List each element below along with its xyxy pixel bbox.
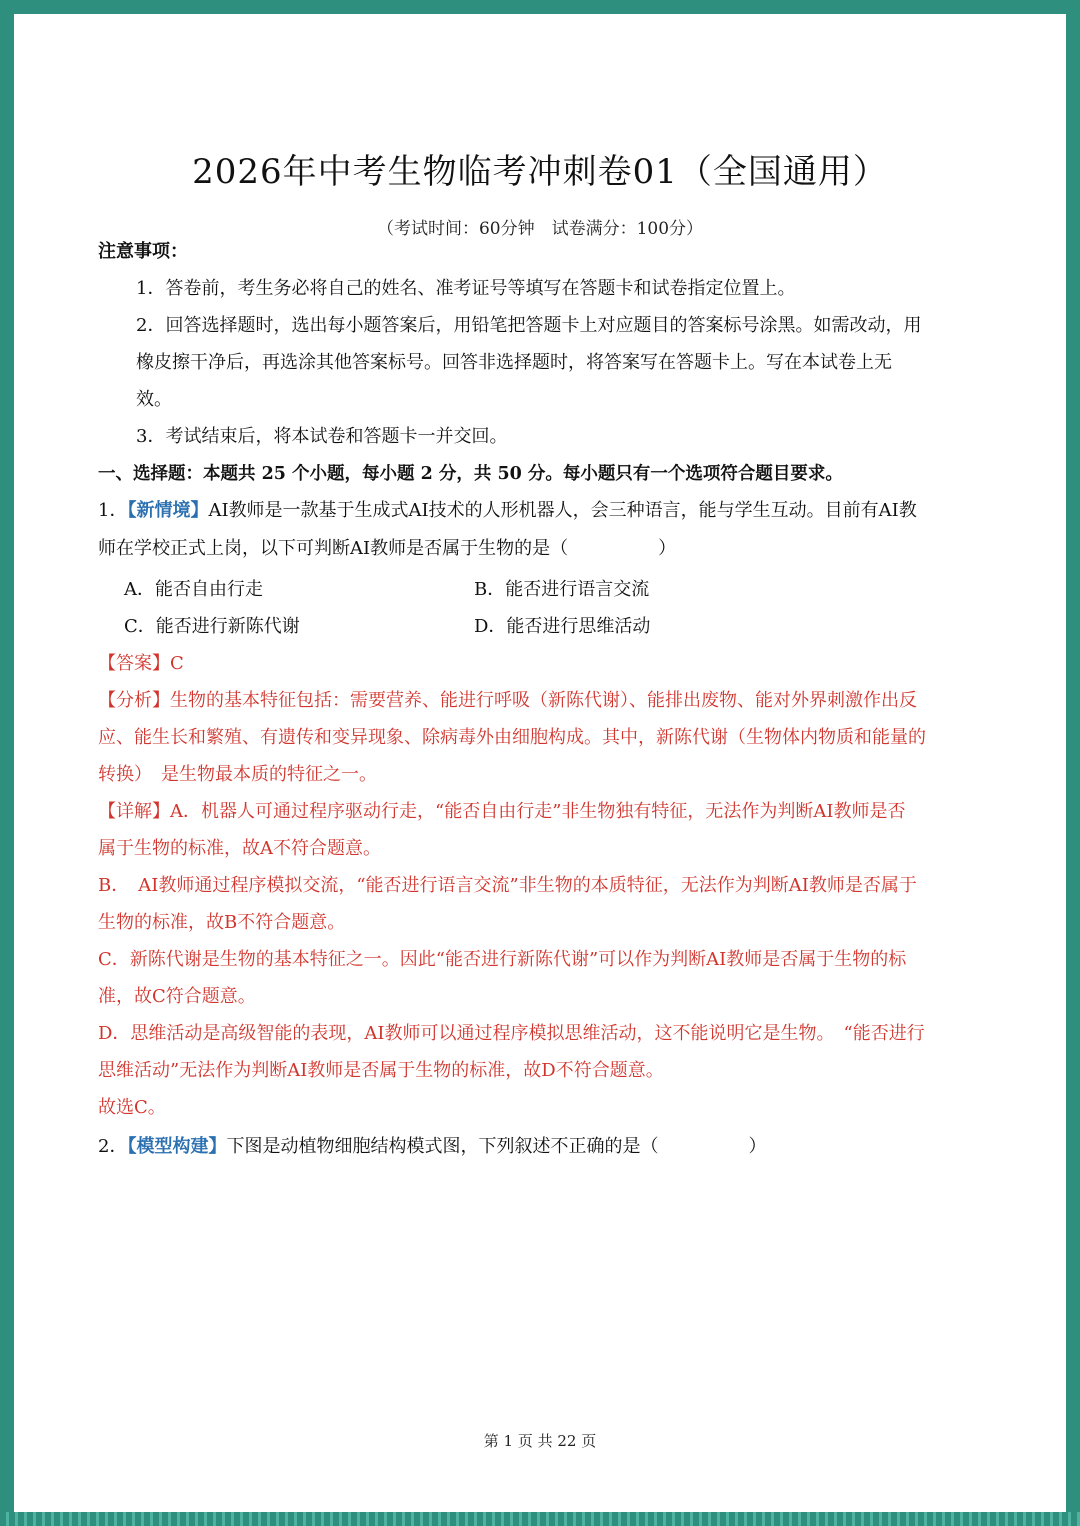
answer-tag: 【答案】 (98, 653, 170, 674)
notice-item-3: 3．考试结束后，将本试卷和答题卡一并交回。 (136, 426, 508, 447)
detail-line-1 (98, 800, 998, 824)
detail-line-4: 生物的标准，故B不符合题意。 (98, 912, 346, 933)
detail-line-7: D．思维活动是高级智能的表现，AI教师可以通过程序模拟思维活动，这不能说明它是生物。 “能否进行 (98, 1023, 925, 1044)
analysis-line-3: 转换） 是生物最本质的特征之一。 (98, 764, 377, 785)
question-1-line-1 (98, 499, 998, 523)
top-border (0, 0, 1080, 14)
question-2-tag: 【模型构建】 (127, 1136, 227, 1157)
detail-line-8: 思维活动”无法作为判断AI教师是否属于生物的标准，故D不符合题意。 (98, 1060, 664, 1081)
question-1-text: AI教师是一款基于生成式AI技术的人形机器人，会三种语言，能与学生互动。目前有AI教 (208, 500, 917, 521)
analysis-line-1 (98, 689, 998, 713)
exam-page (14, 14, 1066, 1512)
answer-value: C (170, 653, 184, 674)
question-1-option-c: C．能否进行新陈代谢 (124, 616, 300, 637)
detail-line-2: 属于生物的标准，故A不符合题意。 (98, 838, 381, 859)
section-heading: 一、选择题：本题共 25 个小题，每小题 2 分，共 50 分。每小题只有一个选项符合题目要求。 (98, 464, 843, 484)
question-2-line (98, 1135, 998, 1159)
detail-text-1: A．机器人可通过程序驱动行走，“能否自由行走”非生物独有特征，无法作为判断AI教师是否 (170, 801, 906, 822)
exam-title: 2026年中考生物临考冲刺卷01（全国通用） (192, 152, 888, 192)
question-2-text: 下图是动植物细胞结构模式图，下列叙述不正确的是（ ） (226, 1136, 767, 1157)
question-2-number: 2． (98, 1136, 128, 1157)
notice-heading: 注意事项： (98, 241, 188, 262)
question-1-tag: 【新情境】 (127, 500, 209, 521)
notice-item-2-end: 效。 (136, 389, 172, 410)
question-1-option-a: A．能否自由行走 (124, 579, 263, 600)
detail-line-3: B． AI教师通过程序模拟交流，“能否进行语言交流”非生物的本质特征，无法作为判断AI教师是否属于 (98, 875, 917, 896)
notice-item-2-cont: 橡皮擦干净后，再选涂其他答案标号。回答非选择题时，将答案写在答题卡上。写在本试卷上无 (136, 352, 892, 373)
detail-line-6: 准，故C符合题意。 (98, 986, 256, 1007)
analysis-text-1: 生物的基本特征包括：需要营养、能进行呼吸（新陈代谢）、能排出废物、能对外界刺激作出反 (170, 690, 917, 711)
question-1-option-d: D．能否进行思维活动 (474, 616, 651, 637)
notice-item-1: 1．答卷前，考生务必将自己的姓名、准考证号等填写在答题卡和试卷指定位置上。 (136, 278, 796, 299)
detail-tag: 【详解】 (98, 801, 170, 822)
answer-line (98, 652, 998, 676)
question-1-option-b: B．能否进行语言交流 (474, 579, 650, 600)
detail-line-5: C．新陈代谢是生物的基本特征之一。因此“能否进行新陈代谢”可以作为判断AI教师是否属于生物的标 (98, 949, 907, 970)
exam-time-info: （考试时间：60分钟 试卷满分：100分） (376, 219, 704, 239)
bottom-border (0, 1512, 1080, 1526)
question-1-number: 1． (98, 500, 128, 521)
analysis-tag: 【分析】 (98, 690, 170, 711)
page-footer: 第 1 页 共 22 页 (483, 1432, 597, 1450)
analysis-line-2: 应、能生长和繁殖、有遗传和变异现象、除病毒外由细胞构成。其中，新陈代谢（生物体内物质和能量的 (98, 727, 926, 748)
detail-conclusion: 故选C。 (98, 1097, 166, 1118)
question-1-line-2: 师在学校正式上岗，以下可判断AI教师是否属于生物的是（ ） (98, 538, 677, 559)
notice-item-2: 2．回答选择题时，选出每小题答案后，用铅笔把答题卡上对应题目的答案标号涂黑。如需改动，用 (136, 315, 922, 336)
